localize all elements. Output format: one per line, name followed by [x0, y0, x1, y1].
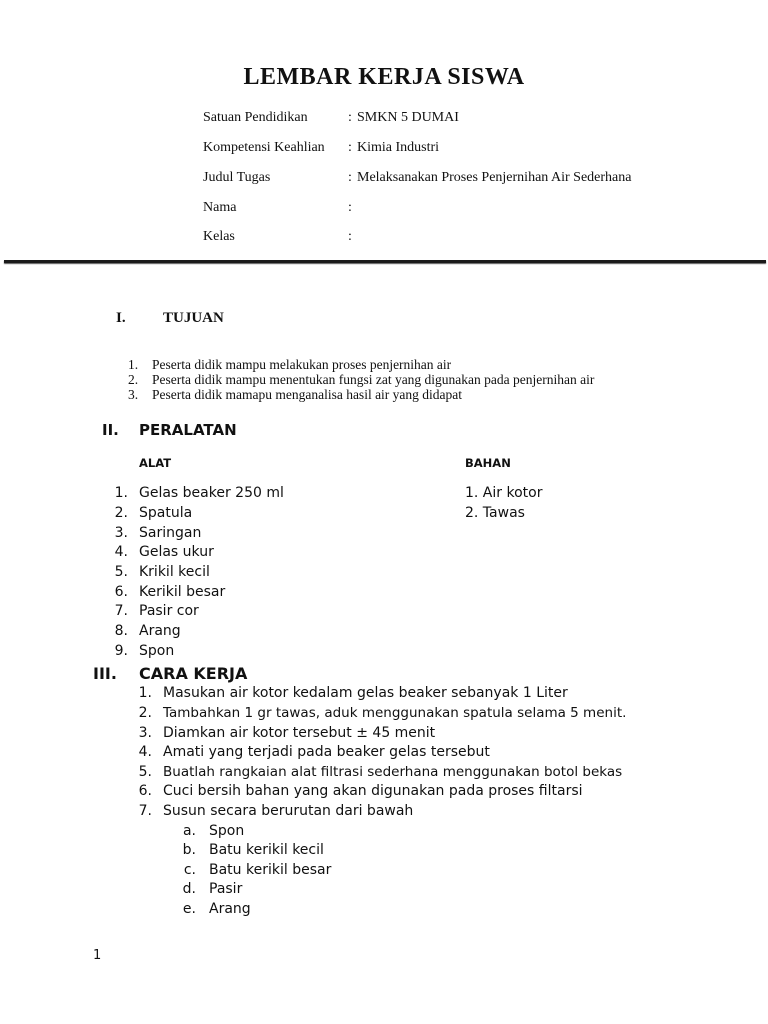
list-item: Amati yang terjadi pada beaker gelas tersebut — [163, 744, 490, 760]
list-item-number: 2. — [114, 505, 128, 521]
section-title-peralatan: PERALATAN — [139, 421, 237, 439]
list-item: Diamkan air kotor tersebut ± 45 menit — [163, 725, 436, 741]
list-item: Peserta didik mampu menentukan fungsi zat yang digunakan pada penjernihan air — [152, 372, 595, 387]
info-label-kelas: Kelas — [203, 229, 235, 244]
sublist-item-letter: c. — [183, 862, 196, 878]
list-item-number: 6. — [138, 783, 152, 799]
info-colon: : — [348, 110, 352, 125]
sublist-item-letter: a. — [182, 823, 196, 839]
list-item-number: 1. — [138, 685, 152, 701]
section-title-cara-kerja: CARA KERJA — [139, 664, 248, 683]
sublist-item-letter: b. — [182, 842, 196, 858]
list-item-number: 4. — [138, 744, 152, 760]
list-item-number: 6. — [114, 584, 128, 600]
list-item-number: 5. — [114, 564, 128, 580]
list-item-number: 1. — [114, 485, 128, 501]
sublist-item: Spon — [209, 823, 245, 839]
page-title: LEMBAR KERJA SISWA — [243, 64, 525, 90]
section-title-tujuan: TUJUAN — [163, 310, 224, 326]
info-colon: : — [348, 229, 352, 244]
list-item-number: 7. — [114, 603, 128, 619]
sublist-item: Arang — [209, 901, 251, 917]
list-item: Spatula — [139, 505, 193, 521]
list-item-bahan: 2. Tawas — [465, 505, 525, 521]
info-colon: : — [348, 200, 352, 215]
info-value-judul: Melaksanakan Proses Penjernihan Air Sederhana — [357, 170, 632, 185]
header-divider — [4, 260, 766, 263]
list-item: Buatlah rangkaian alat filtrasi sederhana menggunakan botol bekas — [163, 764, 623, 780]
list-item-number: 2. — [128, 372, 139, 387]
list-item-number: 3. — [128, 387, 139, 402]
list-item-number: 3. — [114, 525, 128, 541]
list-item: Gelas ukur — [139, 544, 214, 560]
list-item: Arang — [139, 623, 181, 639]
info-label-judul: Judul Tugas — [203, 170, 271, 185]
info-colon: : — [348, 140, 352, 155]
list-item-number: 2. — [138, 705, 152, 721]
list-item-number: 1. — [128, 357, 139, 372]
section-number-tujuan: I. — [116, 310, 126, 326]
list-item: Pasir cor — [139, 603, 199, 619]
list-item: Saringan — [139, 525, 202, 541]
section-number-peralatan: II. — [102, 421, 119, 439]
list-item-number: 9. — [114, 643, 128, 659]
list-item-number: 8. — [114, 623, 128, 639]
sublist-item-letter: d. — [182, 881, 196, 897]
info-label-satuan: Satuan Pendidikan — [203, 110, 308, 125]
list-item: Krikil kecil — [139, 564, 210, 580]
list-item-bahan: 1. Air kotor — [465, 485, 543, 501]
column-heading-bahan: BAHAN — [465, 456, 511, 470]
list-item-number: 5. — [138, 764, 152, 780]
page-number: 1 — [93, 948, 102, 963]
list-item: Peserta didik mamapu menganalisa hasil air yang didapat — [152, 387, 463, 402]
sublist-item-letter: e. — [182, 901, 196, 917]
sublist-item: Pasir — [209, 881, 243, 897]
sublist-item: Batu kerikil kecil — [209, 842, 324, 858]
list-item-number: 7. — [138, 803, 152, 819]
list-item: Kerikil besar — [139, 584, 226, 600]
info-label-nama: Nama — [203, 200, 237, 215]
list-item-number: 4. — [114, 544, 128, 560]
section-number-cara-kerja: III. — [93, 664, 117, 683]
list-item-number: 3. — [138, 725, 152, 741]
list-item: Peserta didik mampu melakukan proses penjernihan air — [152, 357, 452, 372]
list-item: Susun secara berurutan dari bawah — [163, 803, 414, 819]
column-heading-alat: ALAT — [139, 456, 172, 470]
list-item: Tambahkan 1 gr tawas, aduk menggunakan spatula selama 5 menit. — [163, 705, 627, 721]
info-colon: : — [348, 170, 352, 185]
list-item: Spon — [139, 643, 175, 659]
list-item: Gelas beaker 250 ml — [139, 485, 284, 501]
info-value-kompetensi: Kimia Industri — [357, 140, 440, 155]
list-item: Masukan air kotor kedalam gelas beaker sebanyak 1 Liter — [163, 685, 568, 701]
list-item: Cuci bersih bahan yang akan digunakan pada proses filtarsi — [163, 783, 583, 799]
info-value-satuan: SMKN 5 DUMAI — [357, 110, 459, 125]
info-label-kompetensi: Kompetensi Keahlian — [203, 140, 325, 155]
sublist-item: Batu kerikil besar — [209, 862, 332, 878]
